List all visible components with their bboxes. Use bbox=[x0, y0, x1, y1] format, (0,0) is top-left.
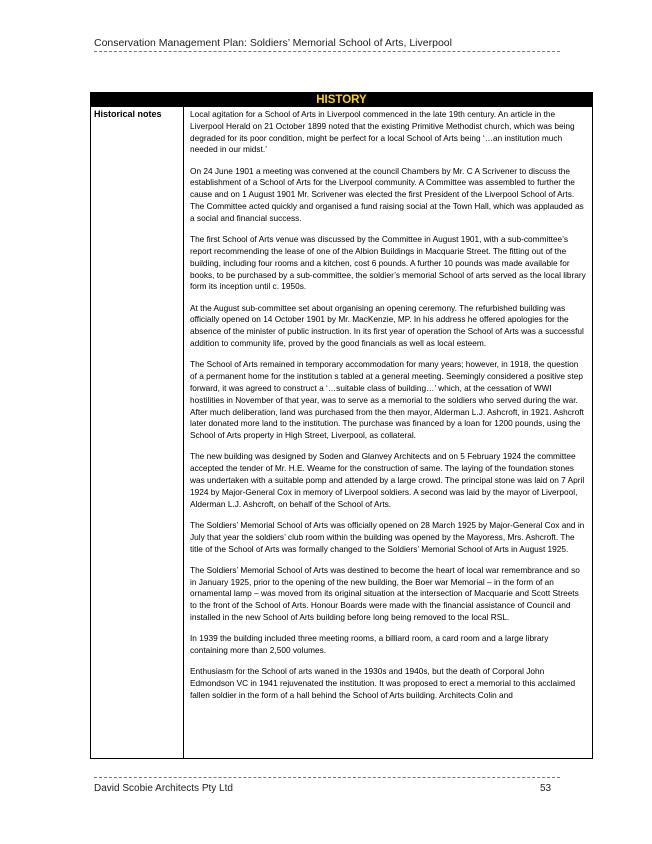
footer-divider bbox=[94, 777, 560, 778]
paragraph: The Soldiers’ Memorial School of Arts was destined to become the heart of local war remembrance and so in January 1925, prior to the opening of the new building, the Boer war Memorial – in the form of an ornamental lamp – was moved from its original situation at the intersection of Macquarie and Scott Streets to the front of the School of Arts. Honour Boards were made with the financial assistance of Council and installed in the new School of Arts building before long being removed to the local RSL. bbox=[190, 564, 580, 622]
paragraph: The first School of Arts venue was discussed by the Committee in August 1901, with a sub-committee’s report recommending the lease of one of the Albion Buildings in Macquarie Street. The fitting out of the building, including four rooms and a kitchen, cost 6 pounds. A further 10 pounds was made available for books, to be purchased by a sub-committee, the soldier’s memorial School of arts served as the local library form its inception until c. 1950s. bbox=[190, 234, 586, 292]
paragraph: Enthusiasm for the School of arts waned in the 1930s and 1940s, but the death of Corporal John Edmondson VC in 1941 rejuvenated the institution. It was proposed to erect a memorial to this acclaimed fallen soldier in the form of a hall behind the School of Arts building. Architects Colin and bbox=[190, 666, 576, 700]
header-divider bbox=[94, 51, 560, 52]
page-number: 53 bbox=[540, 783, 552, 794]
paragraph: Local agitation for a School of Arts in Liverpool commenced in the late 19th century. An article in the Liverpool Herald on 21 October 1899 noted that the existing Primitive Methodist church, which was being degraded for its poor condition, might be perfect for a local School of Arts being ‘…an institution much needed in our midst.’ bbox=[190, 109, 575, 155]
paragraph: At the August sub-committee set about organising an opening ceremony. The refurbished building was officially opened on 14 October 1901 by Mr. MacKenzie, MP. In his address he offered apologies for the absence of the minister of public instruction. In its first year of operation the School of Arts was a successful addition to community life, proved by the good financials as well as local esteem. bbox=[190, 302, 584, 349]
paragraph: On 24 June 1901 a meeting was convened at the council Chambers by Mr. C A Scrivener to discuss the establishment of a School of Arts for the Liverpool community. A Committee was assembled to further the cause and on 1 August 1901 Mr. Scrivener was elected the first President of the Liverpool School of Arts. The Committee acted quickly and organised a fund raising social at the Town Hall, which was applauded as a social and financial success. bbox=[190, 165, 584, 223]
table-title: HISTORY bbox=[91, 93, 592, 107]
row-label: Historical notes bbox=[91, 107, 184, 759]
row-content bbox=[184, 107, 592, 759]
paragraph: The Soldiers’ Memorial School of Arts was officially opened on 28 March 1925 by Major-General Cox and in July that year the soldiers’ club room within the building was opened by the Mayoress, Mrs. Ashcroft. The title of the School of Arts was formally changed to the Soldiers’ Memorial School of Arts in August 1925. bbox=[190, 519, 585, 554]
paragraph: The new building was designed by Soden and Glanvey Architects and on 5 February 1924 the committee accepted the tender of Mr. H.E. Weame for the construction of same. The laying of the foundation stones was undertaken with a suitable pomp and attended by a large crowd. The principal stone was laid on 7 April 1924 by Major-General Cox in memory of Liverpool soldiers. A second was laid by the mayor of Liverpool, Alderman L.J. Ashcroft, on behalf of the School of Arts. bbox=[190, 451, 585, 509]
history-table bbox=[90, 92, 593, 759]
paragraph: The School of Arts remained in temporary accommodation for many years; however, in 1918, the question of a permanent home for the institution s tabled at a general meeting. Seemingly considered a positive step forward, it was agreed to construct a ‘…suitable class of building…’ which, at the cessation of WWI hostilities in November of that year, was to serve as a memorial to the soldiers who served during the war. After much deliberation, land was purchased from the then mayor, Alderman L.J. Ashcroft, in 1921. Ashcroft later donated more land to the institution. The purchase was financed by a loan for 1200 pounds, using the School of Arts property in High Street, Liverpool, as collateral. bbox=[190, 359, 584, 441]
paragraph: In 1939 the building included three meeting rooms, a billiard room, a card room and a large library containing more than 2,500 volumes. bbox=[190, 633, 549, 656]
footer-company: David Scobie Architects Pty Ltd bbox=[94, 783, 233, 794]
document-header: Conservation Management Plan: Soldiers’ Memorial School of Arts, Liverpool bbox=[94, 37, 452, 49]
table-row bbox=[91, 107, 592, 759]
